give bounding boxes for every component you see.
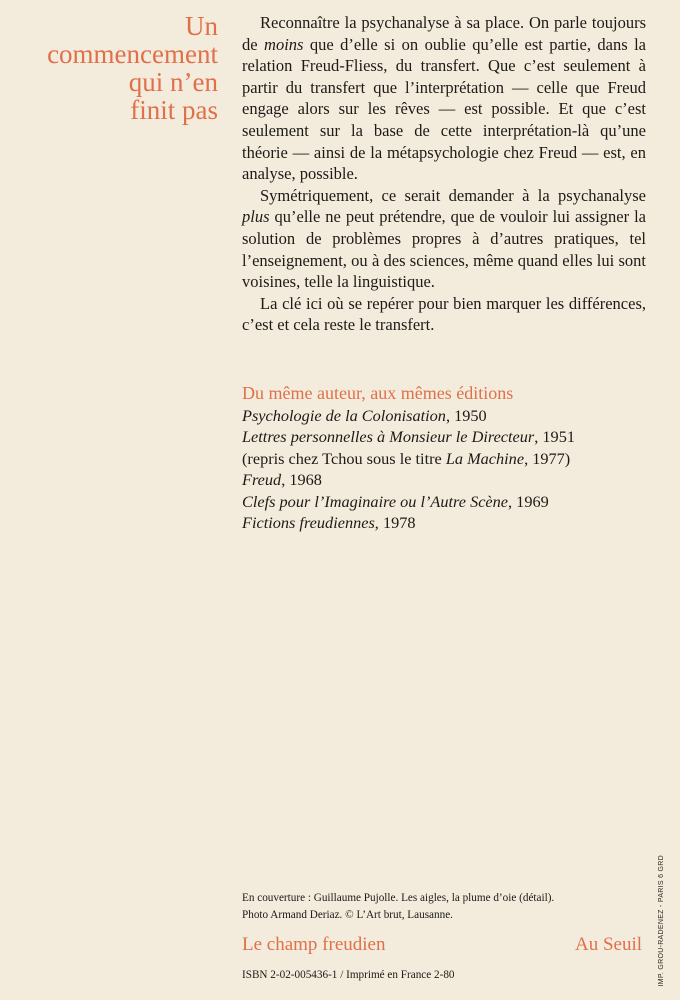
text-run: Symétriquement, ce serait demander à la psychanalyse [260,185,646,205]
book-year: , 1968 [281,470,322,490]
text-run: que d’elle si on oublie qu’elle est partie, dans la relation Freud-Fliess, du transfert. Que c’est seulement à partir du transfert que l’interprétation — celle que Freud engage alors sur les rêves — est possible. Et que c’est seulement sur la base de cette interprétation-là qu’une théorie — ainsi de la métapsychologie chez Freud — est, en analyse, possible. [242,34,647,184]
text-run: Reconnaître la psychanalyse à sa place. On parle toujours de [242,13,646,54]
entry-note: (repris chez Tchou sous le titre [242,448,446,468]
book-title: Clefs pour l’Imaginaire ou l’Autre Scène [242,491,509,511]
book-year: , 1969 [508,491,549,511]
bibliography-entry [242,491,662,512]
bibliography-entry [242,448,662,469]
cover-credits [242,890,662,924]
book-title: Freud [242,470,282,490]
bibliography-entry [242,426,662,447]
bibliography-list [242,405,662,533]
emphasis: plus [242,207,270,227]
text-run: qu’elle ne peut prétendre, que de vouloir lui assigner la solution de problèmes propres à d’autres pratiques, tel l’enseignement, ou à des sciences, même quand elles lui sont voisines, telle la linguistique. [242,207,646,292]
book-year: , 1951 [534,427,575,447]
bibliography-entry [242,512,662,533]
series-name: Le champ freudien [242,934,386,955]
printer-imprint: IMP. GROU-RADENEZ - PARIS 6 GRD [658,855,665,987]
book-title: Psychologie de la Colonisation [242,406,446,425]
bibliography-heading: Du même auteur, aux mêmes éditions [242,383,514,403]
title-line: commencement [47,39,218,69]
book-title: Lettres personnelles à Monsieur le Directeur [242,427,535,447]
bibliography-entry [242,405,662,426]
isbn-line: ISBN 2-02-005436-1 / Imprimé en France 2-80 [242,969,455,981]
credits-line: En couverture : Guillaume Pujolle. Les aigles, la plume d’oie (détail). [242,892,555,904]
blurb-text [242,12,646,336]
book-title: La Machine [445,448,525,468]
title-line: Un [185,11,218,41]
book-year: , 1977) [524,448,571,468]
blurb-paragraph-2 [242,185,646,293]
title-line: qui n’en [128,67,218,97]
publisher-name: Au Seuil [574,934,642,955]
emphasis: moins [264,34,304,54]
cover-title [0,12,218,124]
credits-line: Photo Armand Deriaz. © L’Art brut, Lausanne. [242,909,453,921]
title-line: finit pas [130,95,218,125]
book-title: Fictions freudiennes [242,513,375,533]
blurb-paragraph-1 [242,12,646,185]
book-year: , 1950 [445,406,487,425]
book-year: , 1978 [374,513,416,533]
bibliography-entry [242,469,662,490]
blurb-paragraph-3: La clé ici où se repérer pour bien marquer les différences, c’est et cela reste le transfert. [242,293,646,335]
